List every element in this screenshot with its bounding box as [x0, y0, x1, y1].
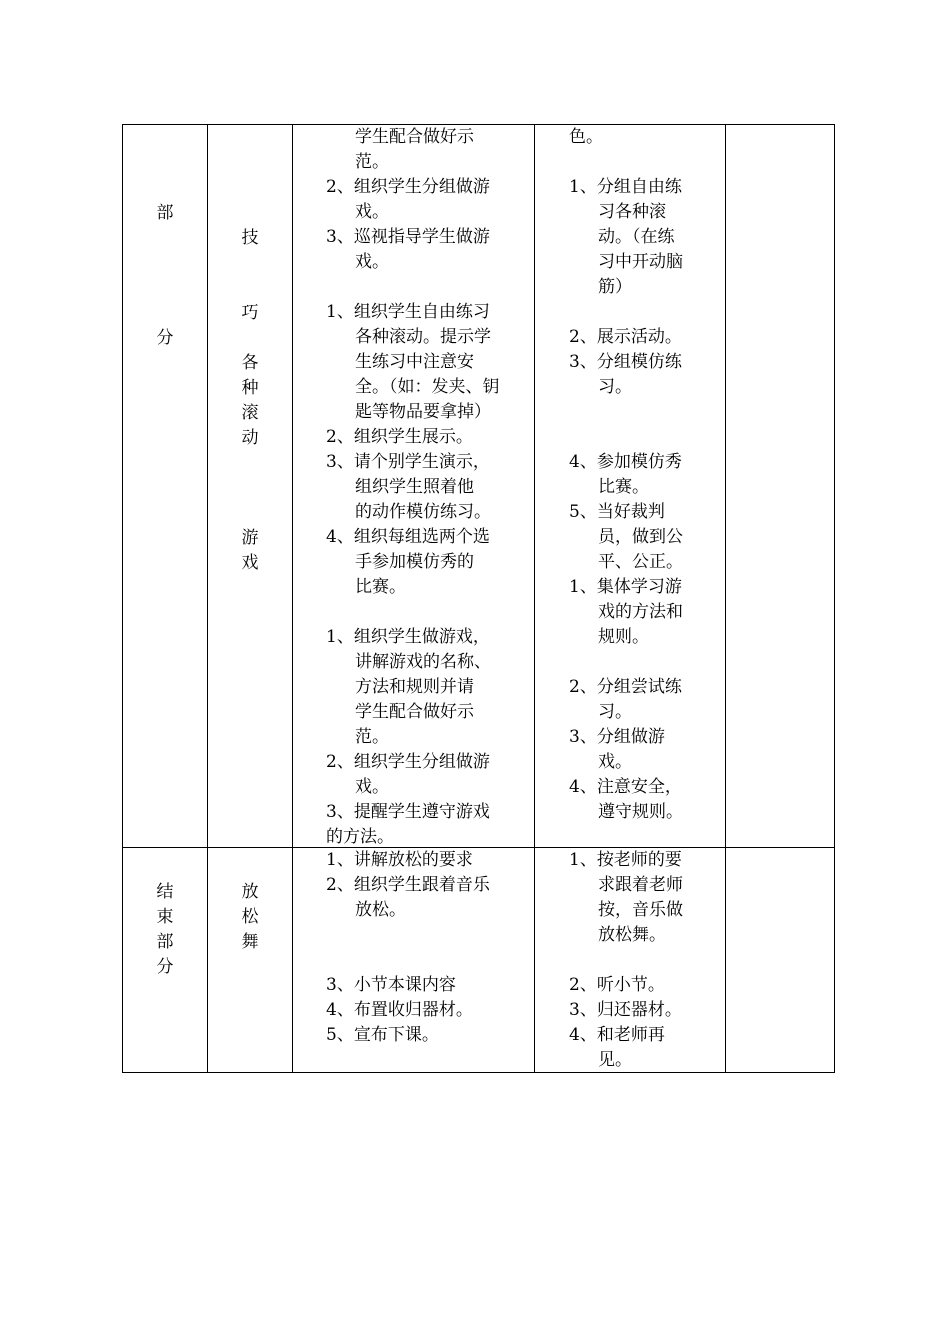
- table-row: [123, 848, 835, 1073]
- student-line: 筋）: [598, 277, 632, 297]
- student-line: 动。（在练: [598, 227, 675, 247]
- student-line: 2、展示活动。: [569, 327, 682, 347]
- content-char: 技: [241, 228, 259, 248]
- student-line: 1、分组自由练: [569, 177, 682, 197]
- content-char: 种: [241, 378, 259, 398]
- teacher-line: 学生配合做好示: [355, 702, 474, 722]
- lesson-plan-table: [122, 124, 835, 1073]
- student-line: 平、公正。: [598, 552, 683, 572]
- student-line: 员，做到公: [598, 527, 683, 547]
- content-char: 放: [241, 882, 259, 902]
- content-char: 巧: [241, 303, 259, 323]
- content-char: 滚: [241, 403, 259, 423]
- teacher-line: 5、宣布下课。: [326, 1025, 439, 1045]
- student-line: 放松舞。: [598, 925, 666, 945]
- teacher-line: 全。（如：发夹、钥: [355, 377, 500, 397]
- teacher-line: 戏。: [355, 777, 389, 797]
- part-char: 结: [156, 882, 174, 902]
- teacher-line: 学生配合做好示: [355, 127, 474, 147]
- student-line: 习中开动脑: [598, 252, 683, 272]
- part-cell: [123, 125, 208, 848]
- student-line: 2、听小节。: [569, 975, 665, 995]
- teacher-line: 比赛。: [355, 577, 406, 597]
- content-char: 松: [241, 907, 259, 927]
- student-line: 遵守规则。: [598, 802, 683, 822]
- content-char: 各: [241, 353, 259, 373]
- student-line: 4、注意安全，: [569, 777, 682, 797]
- student-line: 习。: [598, 377, 632, 397]
- student-line: 1、按老师的要: [569, 850, 682, 870]
- teacher-line: 讲解游戏的名称、: [355, 652, 491, 672]
- part-char: 束: [156, 907, 174, 927]
- content-char: 游: [241, 528, 259, 548]
- content-char: 动: [241, 428, 259, 448]
- teacher-line: 范。: [355, 152, 389, 172]
- notes-cell: [726, 848, 835, 1073]
- teacher-line: 手参加模仿秀的: [355, 552, 474, 572]
- notes-cell: [726, 125, 835, 848]
- teacher-line: 2、组织学生展示。: [326, 427, 473, 447]
- content-char: 舞: [241, 932, 259, 952]
- student-line: 见。: [598, 1050, 632, 1070]
- content-char: 戏: [241, 553, 259, 573]
- teacher-line: 4、布置收归器材。: [326, 1000, 473, 1020]
- student-line: 2、分组尝试练: [569, 677, 682, 697]
- part-char: 部: [156, 932, 174, 952]
- student-line: 习各种滚: [598, 202, 666, 222]
- student-line: 戏的方法和: [598, 602, 683, 622]
- teacher-line: 放松。: [355, 900, 406, 920]
- teacher-line: 各种滚动。提示学: [355, 327, 491, 347]
- student-line: 4、参加模仿秀: [569, 452, 682, 472]
- teacher-line: 2、组织学生分组做游: [326, 752, 490, 772]
- student-line: 比赛。: [598, 477, 649, 497]
- student-line: 色。: [569, 127, 603, 147]
- student-line: 5、当好裁判: [569, 502, 665, 522]
- teacher-line: 3、请个别学生演示，: [326, 452, 490, 472]
- teacher-activity-cell: [293, 848, 535, 1073]
- part-char: 部: [156, 203, 174, 223]
- student-line: 规则。: [598, 627, 649, 647]
- teacher-line: 2、组织学生跟着音乐: [326, 875, 490, 895]
- teacher-line: 4、组织每组选两个选: [326, 527, 490, 547]
- teacher-activity-cell: [293, 125, 535, 848]
- part-char: 分: [156, 957, 174, 977]
- teacher-line: 生练习中注意安: [355, 352, 474, 372]
- teacher-line: 3、巡视指导学生做游: [326, 227, 490, 247]
- student-line: 求跟着老师: [598, 875, 683, 895]
- teacher-line: 组织学生照着他: [355, 477, 474, 497]
- student-line: 习。: [598, 702, 632, 722]
- content-cell: [208, 125, 293, 848]
- teacher-line: 3、小节本课内容: [326, 975, 456, 995]
- content-cell: [208, 848, 293, 1073]
- student-activity-cell: [535, 125, 726, 848]
- student-activity-cell: [535, 848, 726, 1073]
- table-row: [123, 125, 835, 848]
- part-cell: [123, 848, 208, 1073]
- teacher-line: 的方法。: [326, 827, 394, 847]
- student-line: 3、分组模仿练: [569, 352, 682, 372]
- student-line: 戏。: [598, 752, 632, 772]
- teacher-line: 的动作模仿练习。: [355, 502, 491, 522]
- teacher-line: 戏。: [355, 202, 389, 222]
- teacher-line: 1、组织学生做游戏，: [326, 627, 490, 647]
- student-line: 按，音乐做: [598, 900, 683, 920]
- teacher-line: 戏。: [355, 252, 389, 272]
- teacher-line: 1、讲解放松的要求: [326, 850, 473, 870]
- teacher-line: 1、组织学生自由练习: [326, 302, 490, 322]
- student-line: 3、分组做游: [569, 727, 665, 747]
- student-line: 1、集体学习游: [569, 577, 682, 597]
- teacher-line: 2、组织学生分组做游: [326, 177, 490, 197]
- teacher-line: 方法和规则并请: [355, 677, 474, 697]
- student-line: 3、归还器材。: [569, 1000, 682, 1020]
- teacher-line: 3、提醒学生遵守游戏: [326, 802, 490, 822]
- teacher-line: 范。: [355, 727, 389, 747]
- part-char: 分: [156, 328, 174, 348]
- teacher-line: 匙等物品要拿掉）: [355, 402, 491, 422]
- student-line: 4、和老师再: [569, 1025, 665, 1045]
